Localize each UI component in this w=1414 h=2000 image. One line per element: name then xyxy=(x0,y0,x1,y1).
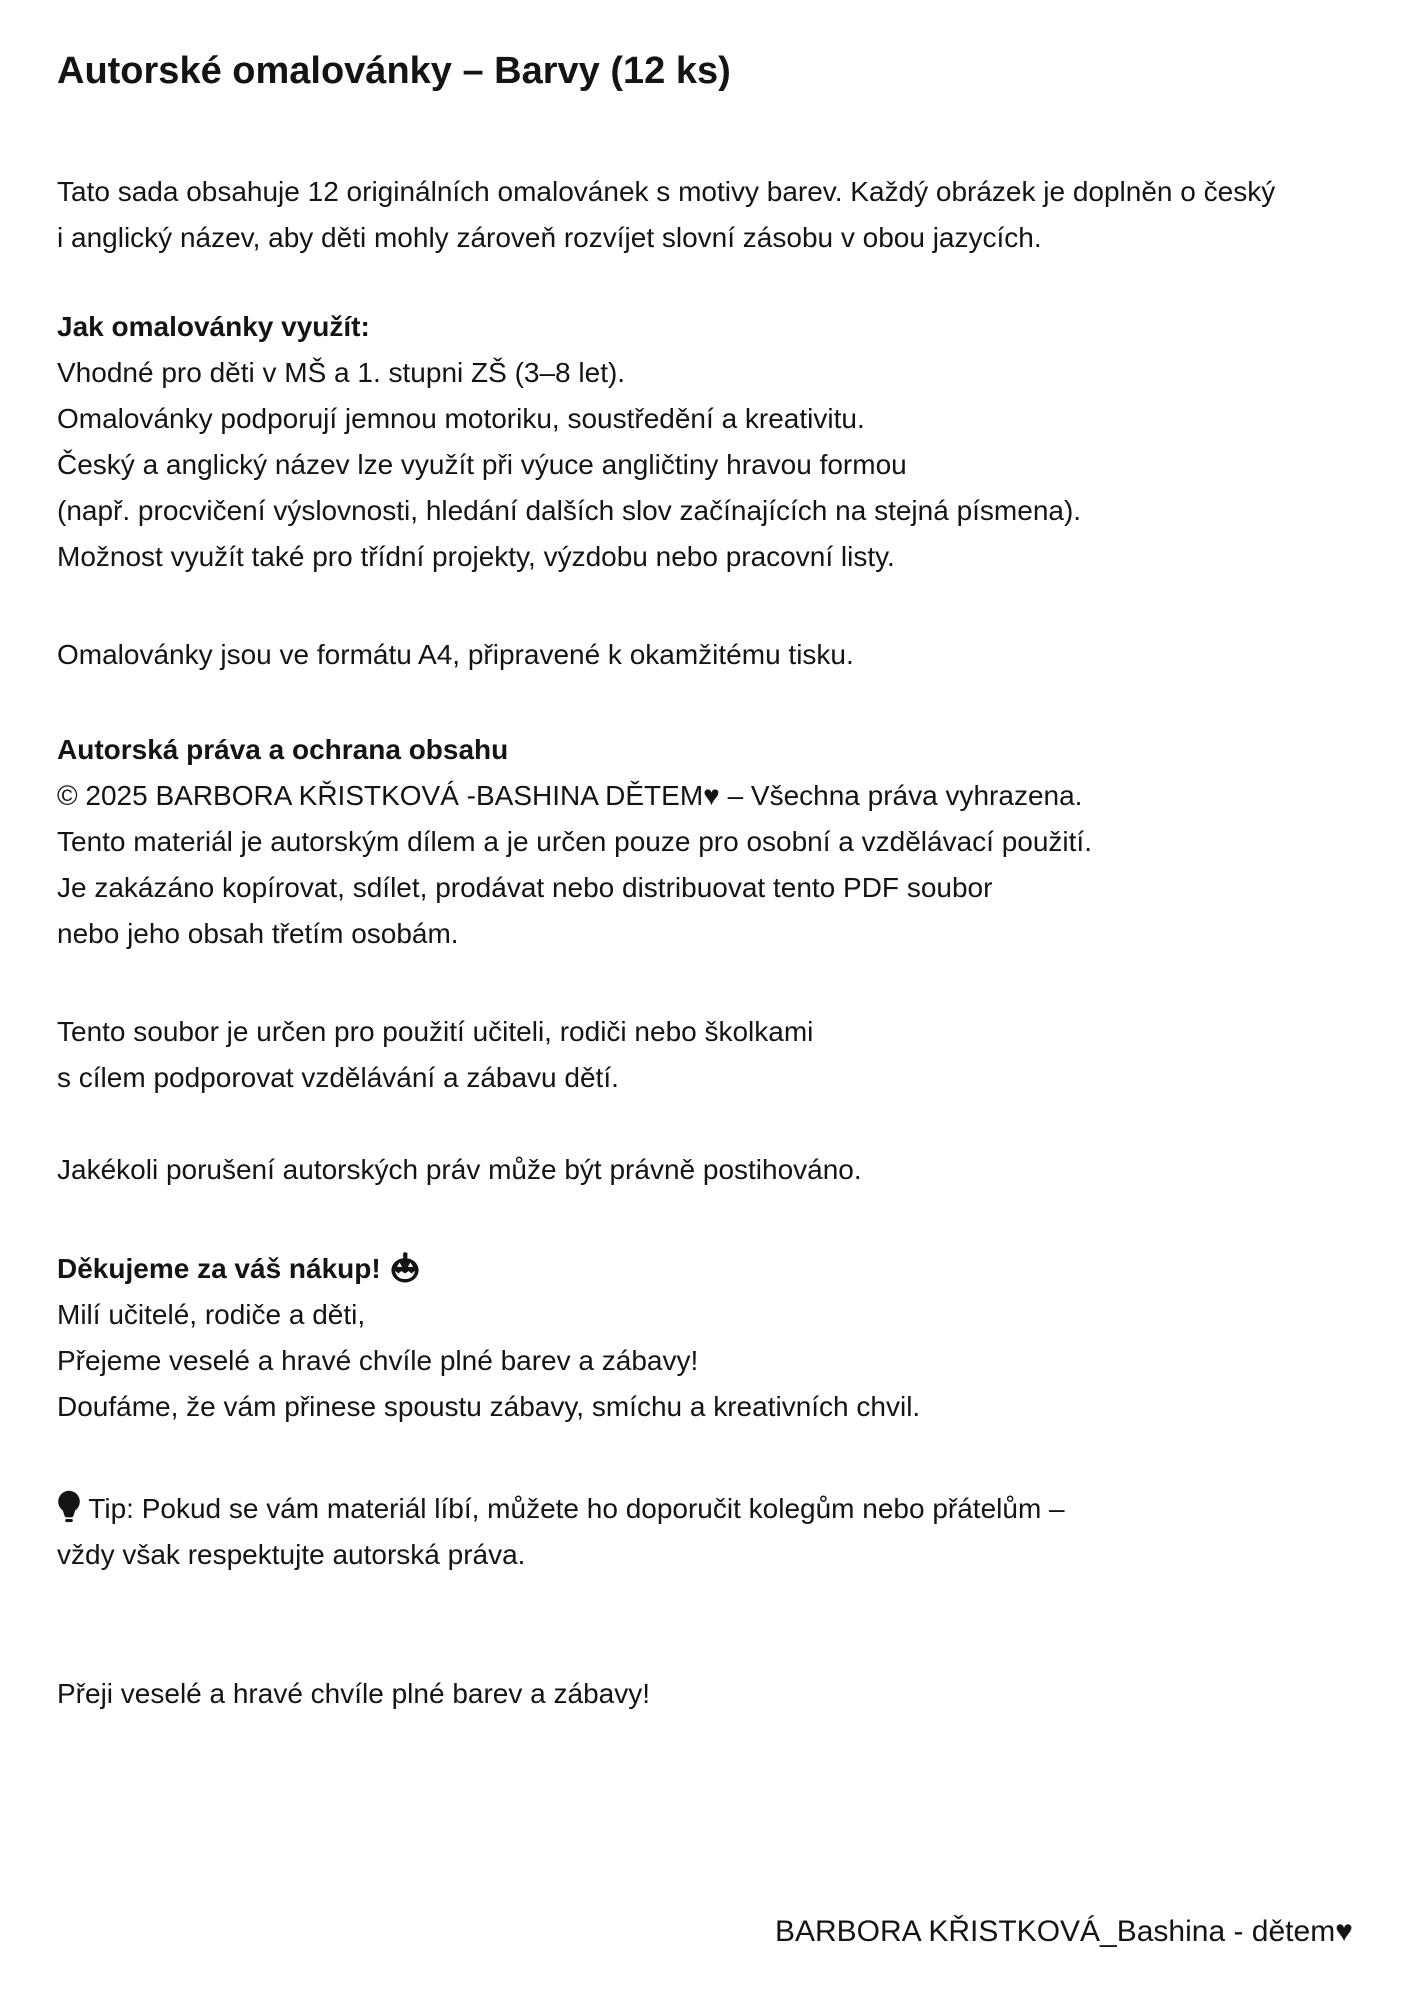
purpose-line: s cílem podporovat vzdělávání a zábavu dětí. xyxy=(57,1062,619,1093)
usage-line: Omalovánky podporují jemnou motoriku, soustředění a kreativitu. xyxy=(57,403,865,434)
tip-line-with-icon xyxy=(57,1486,1374,1532)
intro-paragraph xyxy=(57,169,1374,261)
tip-text: Tip: Pokud se vám materiál líbí, můžete ho doporučit kolegům nebo přátelům – xyxy=(88,1493,1065,1524)
usage-heading: Jak omalovánky využít: xyxy=(57,311,370,342)
intro-line: i anglický název, aby děti mohly zároveň rozvíjet slovní zásobu v obou jazycích. xyxy=(57,222,1042,253)
thanks-line: Milí učitelé, rodiče a děti, xyxy=(57,1299,366,1330)
usage-line: Český a anglický název lze využít při výuce angličtiny hravou formou xyxy=(57,449,907,480)
usage-line: Vhodné pro děti v MŠ a 1. stupni ZŠ (3–8 let). xyxy=(57,357,626,388)
thanks-line: Doufáme, že vám přinese spoustu zábavy, smíchu a kreativních chvil. xyxy=(57,1391,921,1422)
jack-o-lantern-icon xyxy=(388,1251,422,1285)
purpose-line: Tento soubor je určen pro použití učiteli, rodiči nebo školkami xyxy=(57,1016,814,1047)
closing-paragraph xyxy=(57,1671,1374,1717)
warning-line: Jakékoli porušení autorských práv může být právně postihováno. xyxy=(57,1154,862,1185)
format-note-line: Omalovánky jsou ve formátu A4, připravené k okamžitému tisku. xyxy=(57,639,854,670)
warning-paragraph xyxy=(57,1147,1374,1193)
lightbulb-icon xyxy=(57,1489,81,1525)
purpose-paragraph xyxy=(57,1009,1374,1101)
copyright-line: © 2025 BARBORA KŘISTKOVÁ -BASHINA DĚTEM♥ – Všechna práva vyhrazena. xyxy=(57,780,1083,811)
copyright-line: nebo jeho obsah třetím osobám. xyxy=(57,918,459,949)
thanks-heading: Děkujeme za váš nákup! xyxy=(57,1253,381,1284)
usage-line: (např. procvičení výslovnosti, hledání dalších slov začínajících na stejná písmena). xyxy=(57,495,1082,526)
format-note xyxy=(57,632,1374,678)
copyright-heading: Autorská práva a ochrana obsahu xyxy=(57,734,509,765)
usage-line: Možnost využít také pro třídní projekty, výzdobu nebo pracovní listy. xyxy=(57,541,895,572)
tip-paragraph xyxy=(57,1486,1374,1578)
copyright-section xyxy=(57,727,1374,957)
copyright-line: Tento materiál je autorským dílem a je určen pouze pro osobní a vzdělávací použití. xyxy=(57,826,1092,857)
closing-line: Přeji veselé a hravé chvíle plné barev a zábavy! xyxy=(57,1678,650,1709)
thanks-section xyxy=(57,1246,1374,1430)
copyright-line: Je zakázáno kopírovat, sdílet, prodávat nebo distribuovat tento PDF soubor xyxy=(57,872,993,903)
thanks-line: Přejeme veselé a hravé chvíle plné barev a zábavy! xyxy=(57,1345,699,1376)
page-title: Autorské omalovánky – Barvy (12 ks) xyxy=(57,50,731,92)
thanks-heading-line xyxy=(57,1246,1374,1292)
footer-signature: BARBORA KŘISTKOVÁ_Bashina - dětem♥ xyxy=(774,1915,1353,1948)
tip-line: vždy však respektujte autorská práva. xyxy=(57,1539,526,1570)
intro-line: Tato sada obsahuje 12 originálních omalovánek s motivy barev. Každý obrázek je doplněn o český xyxy=(57,176,1276,207)
usage-section xyxy=(57,304,1374,580)
